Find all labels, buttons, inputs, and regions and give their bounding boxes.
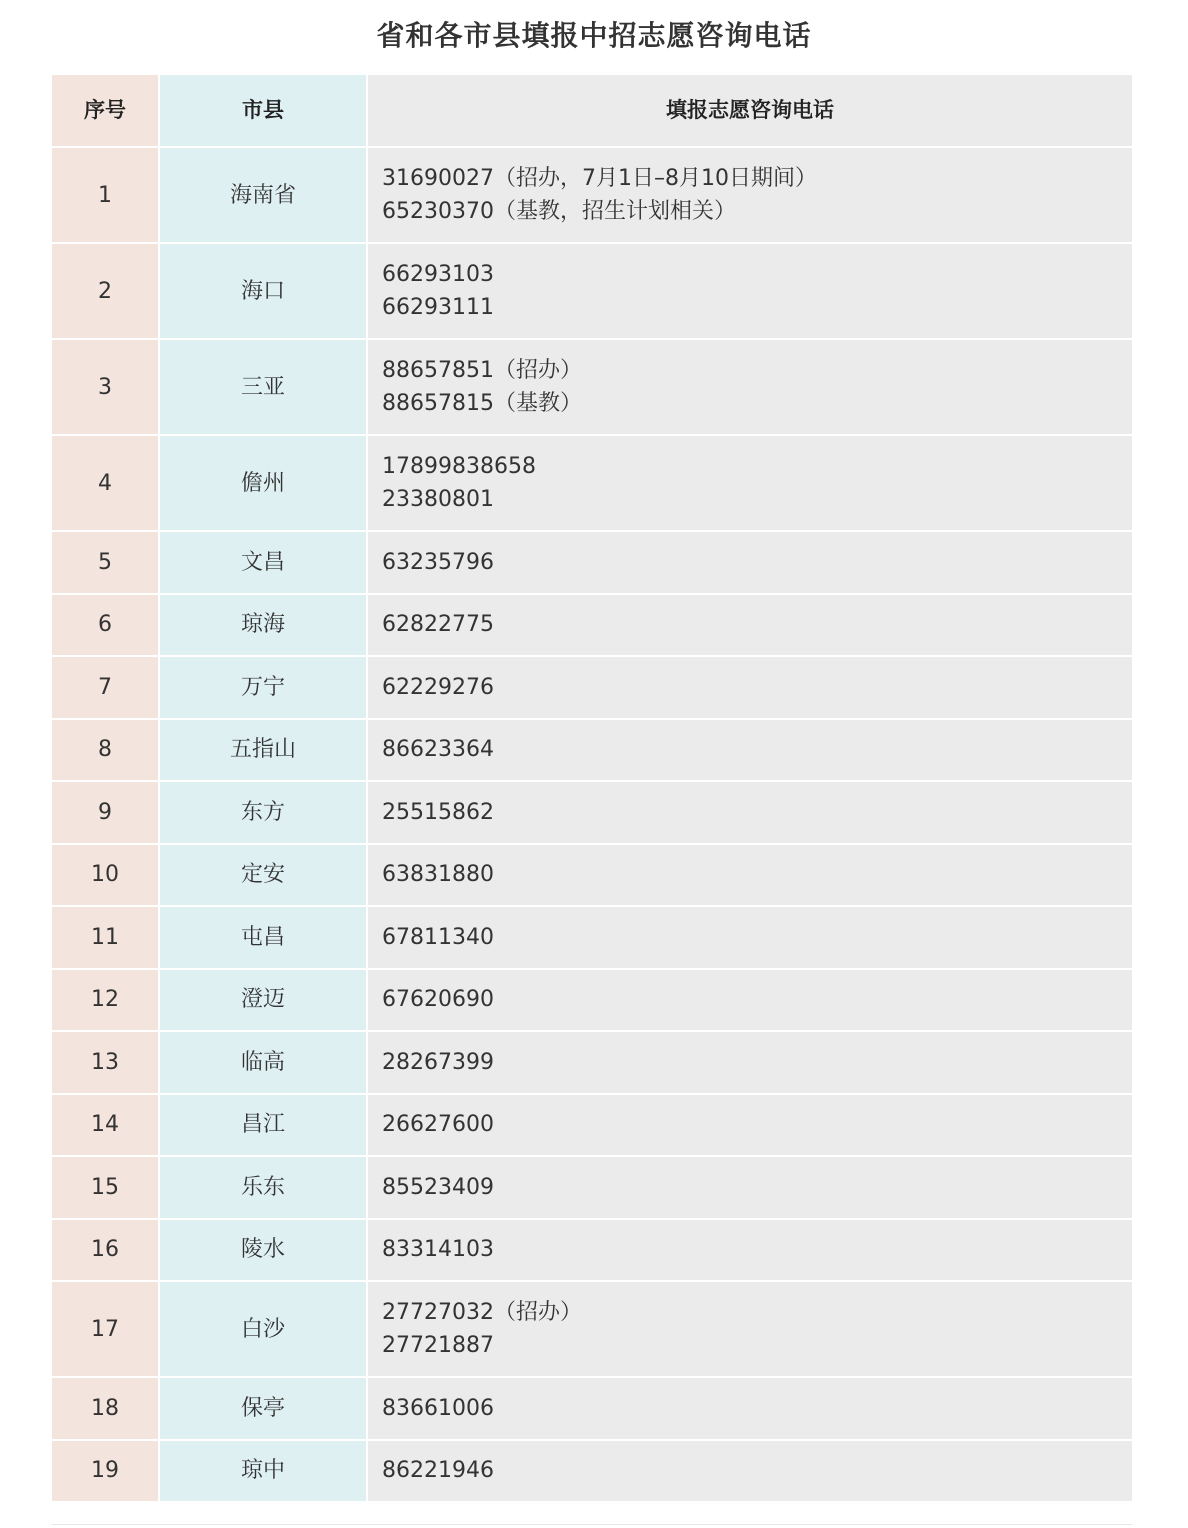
phone-number: 66293111 [382,295,494,320]
row-city: 临高 [160,1032,368,1095]
row-city: 三亚 [160,340,368,436]
table-row [52,657,1132,720]
row-phones [368,1157,1132,1220]
row-index: 9 [52,782,160,845]
row-city: 保亭 [160,1378,368,1441]
phone-number: 66293103 [382,262,494,287]
phone-number: 27721887 [382,1333,494,1358]
row-phones [368,244,1132,340]
row-phones [368,148,1132,244]
row-index: 1 [52,148,160,244]
divider [52,1524,1132,1525]
table-body [52,148,1132,1503]
row-index: 14 [52,1095,160,1158]
row-phones [368,1032,1132,1095]
header-city: 市县 [160,75,368,148]
row-index: 12 [52,970,160,1033]
table-row [52,782,1132,845]
row-city: 定安 [160,845,368,908]
row-phones [368,340,1132,436]
row-city: 东方 [160,782,368,845]
row-index: 7 [52,657,160,720]
table-row [52,436,1132,532]
row-city: 乐东 [160,1157,368,1220]
row-city: 海口 [160,244,368,340]
table-row [52,1378,1132,1441]
phone-number: 88657851（招办） [382,358,582,383]
phone-number: 88657815（基教） [382,391,582,416]
table-row [52,720,1132,783]
phone-number: 31690027（招办，7月1日–8月10日期间） [382,166,817,191]
row-index: 2 [52,244,160,340]
row-phones [368,595,1132,658]
phone-number: 27727032（招办） [382,1300,582,1325]
table-row [52,244,1132,340]
row-index: 3 [52,340,160,436]
phone-number: 67811340 [382,924,494,950]
phone-number: 63831880 [382,862,494,888]
row-phones [368,720,1132,783]
phone-number: 83314103 [382,1237,494,1263]
phone-number: 17899838658 [382,454,536,479]
phone-number: 86221946 [382,1458,494,1484]
row-phones [368,782,1132,845]
phone-number: 26627600 [382,1112,494,1138]
row-city: 琼中 [160,1441,368,1504]
row-index: 4 [52,436,160,532]
row-phones [368,845,1132,908]
phone-number: 25515862 [382,799,494,825]
row-index: 18 [52,1378,160,1441]
table-row [52,1032,1132,1095]
table-row [52,970,1132,1033]
row-city: 文昌 [160,532,368,595]
phone-number: 67620690 [382,987,494,1013]
row-city: 海南省 [160,148,368,244]
row-phones [368,907,1132,970]
table-row [52,1095,1132,1158]
row-index: 11 [52,907,160,970]
page-title: 省和各市县填报中招志愿咨询电话 [376,19,812,52]
row-city: 屯昌 [160,907,368,970]
table-row [52,845,1132,908]
row-city: 琼海 [160,595,368,658]
table-row [52,907,1132,970]
row-phones [368,1282,1132,1378]
phone-number: 28267399 [382,1049,494,1075]
phone-number: 63235796 [382,549,494,575]
table-row [52,148,1132,244]
phone-number: 86623364 [382,737,494,763]
table-header-row [52,75,1132,148]
phone-number: 85523409 [382,1174,494,1200]
row-index: 19 [52,1441,160,1504]
phone-number: 62822775 [382,612,494,638]
table-row [52,595,1132,658]
row-index: 10 [52,845,160,908]
row-phones [368,970,1132,1033]
row-index: 6 [52,595,160,658]
table-row [52,532,1132,595]
row-phones [368,1378,1132,1441]
row-index: 17 [52,1282,160,1378]
header-phone: 填报志愿咨询电话 [368,75,1132,148]
row-index: 5 [52,532,160,595]
row-phones [368,1095,1132,1158]
row-city: 陵水 [160,1220,368,1283]
row-phones [368,1441,1132,1504]
table-row [52,340,1132,436]
row-index: 15 [52,1157,160,1220]
row-city: 白沙 [160,1282,368,1378]
row-phones [368,436,1132,532]
row-city: 五指山 [160,720,368,783]
row-phones [368,1220,1132,1283]
phone-number: 62229276 [382,674,494,700]
table-row [52,1441,1132,1504]
row-phones [368,532,1132,595]
phone-number: 23380801 [382,487,494,512]
row-city: 澄迈 [160,970,368,1033]
phone-number: 83661006 [382,1395,494,1421]
row-index: 16 [52,1220,160,1283]
row-phones [368,657,1132,720]
table-row [52,1220,1132,1283]
row-city: 儋州 [160,436,368,532]
table-row [52,1282,1132,1378]
row-city: 万宁 [160,657,368,720]
phone-number: 65230370（基教，招生计划相关） [382,199,736,224]
header-index: 序号 [52,75,160,148]
table-row [52,1157,1132,1220]
row-index: 13 [52,1032,160,1095]
phone-table [52,75,1132,1503]
row-city: 昌江 [160,1095,368,1158]
row-index: 8 [52,720,160,783]
